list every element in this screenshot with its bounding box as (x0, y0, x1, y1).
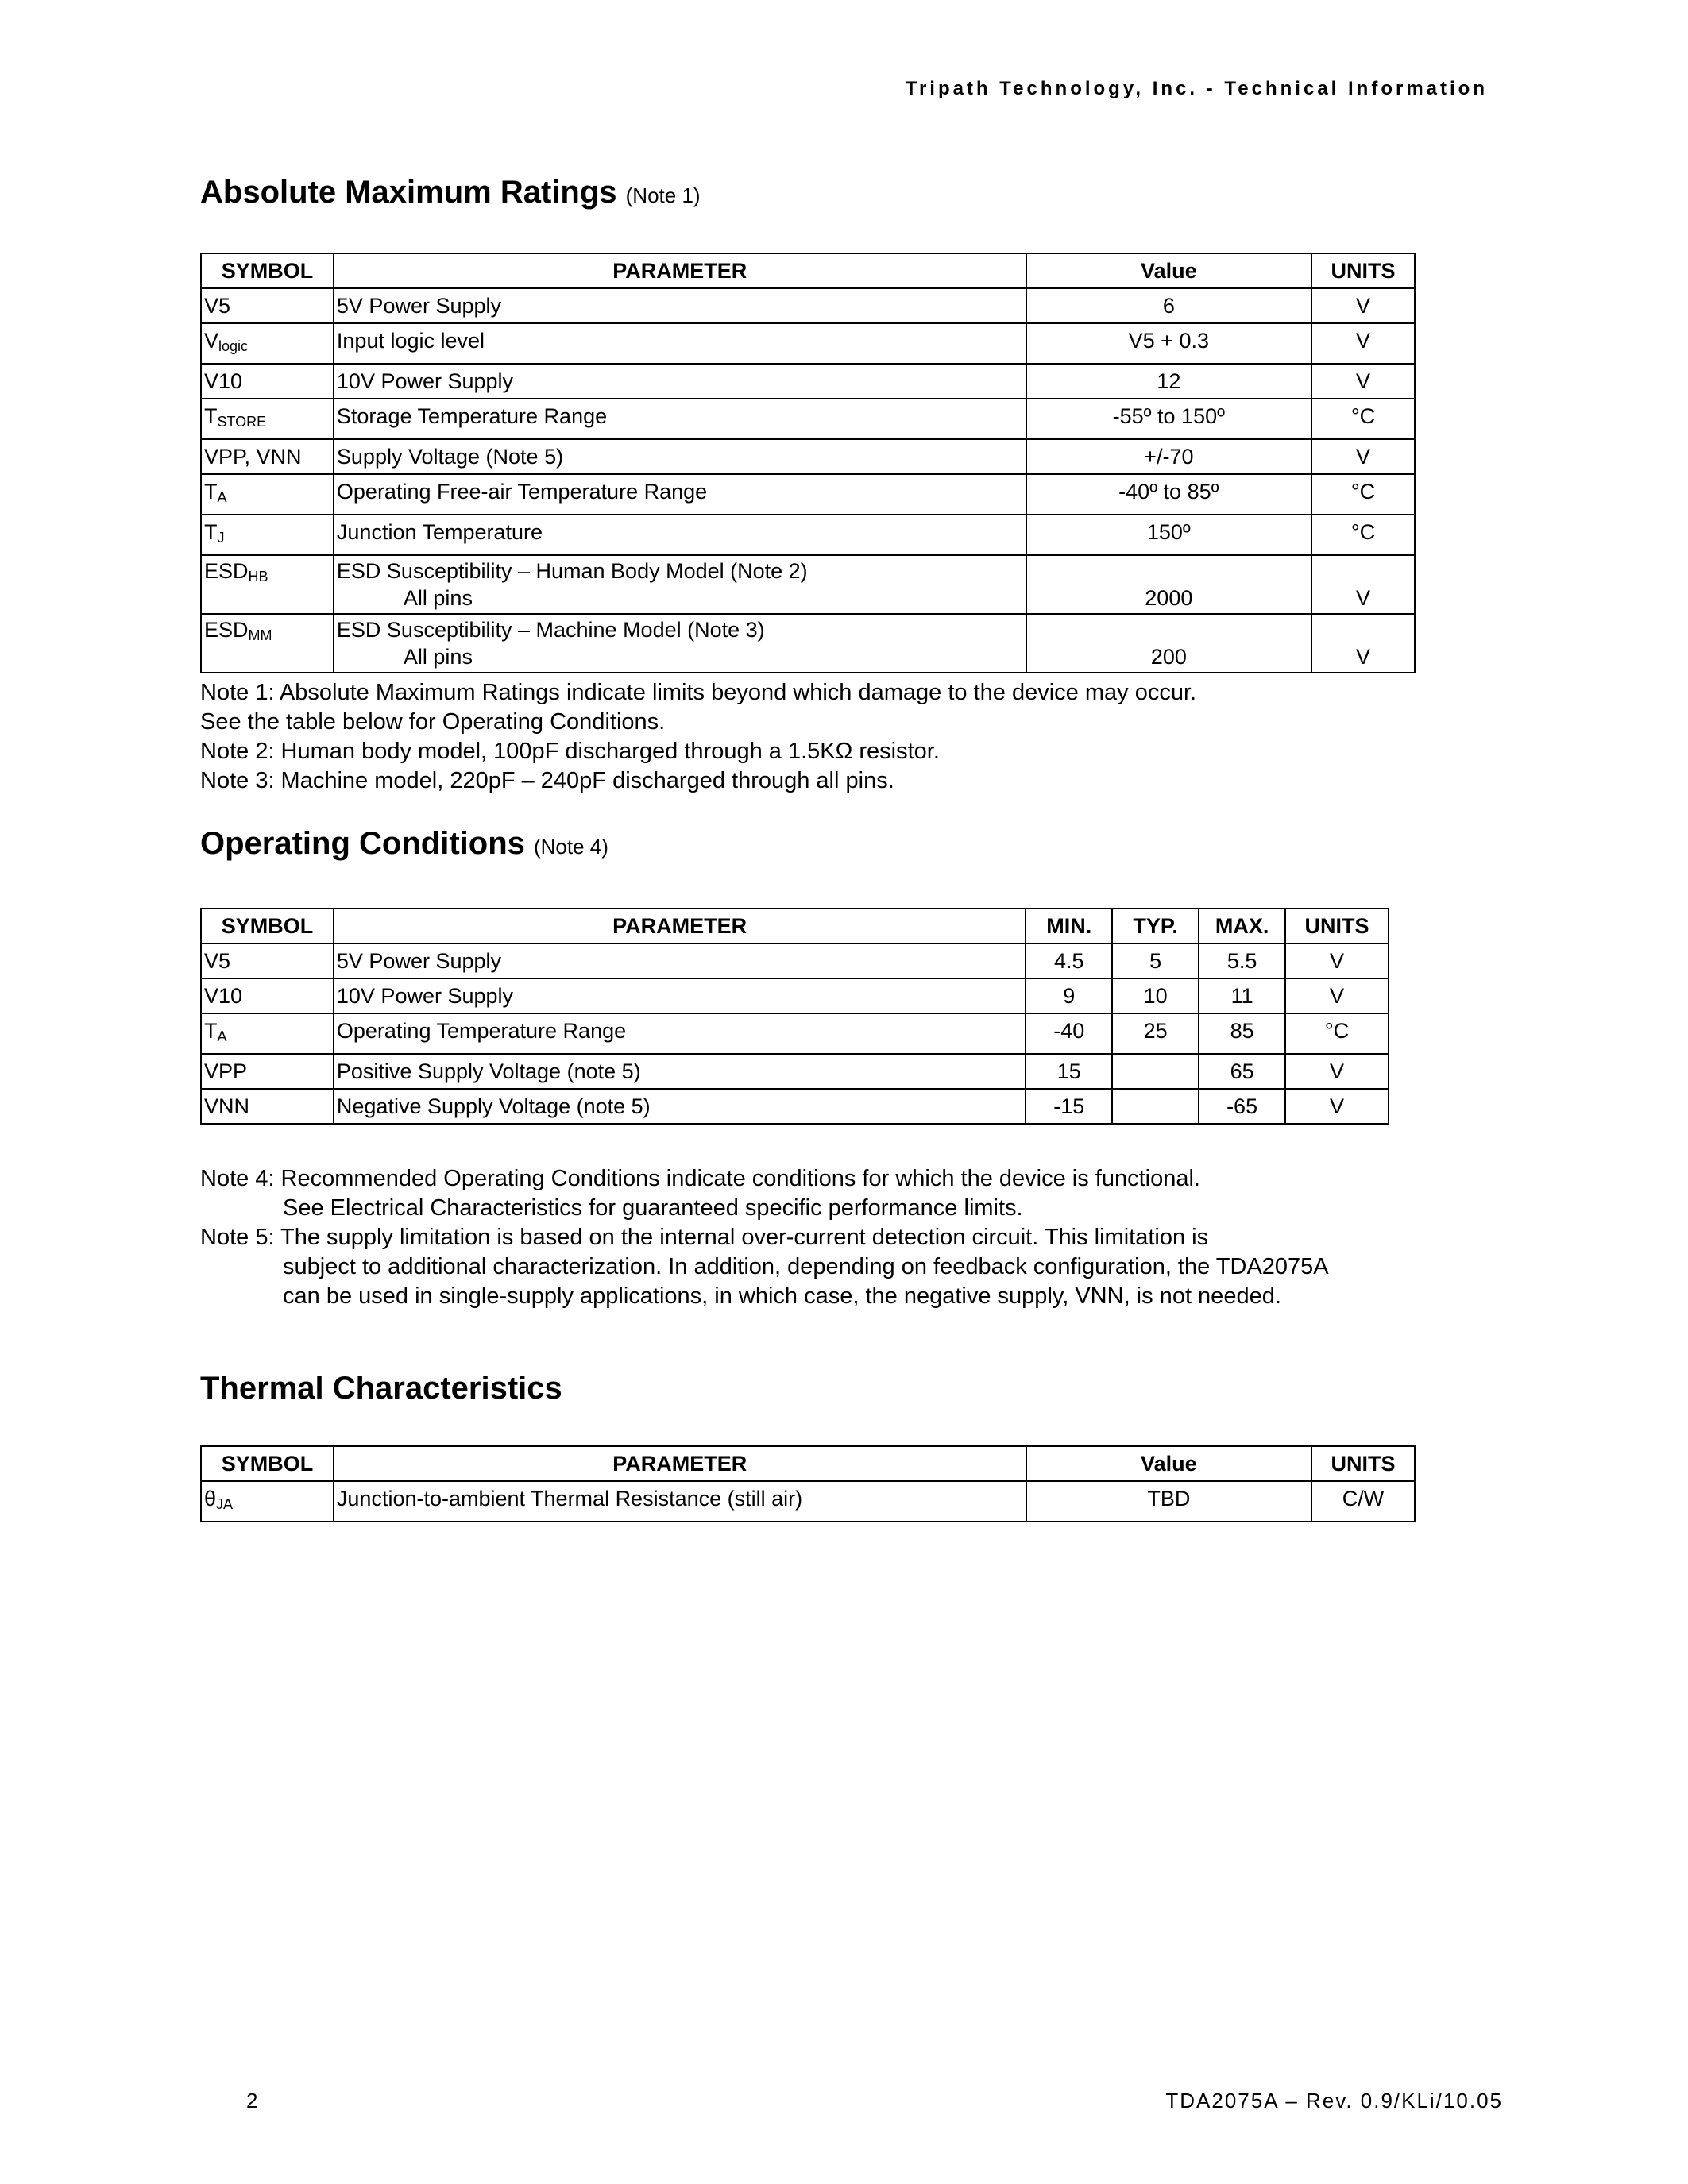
value-cell: V5 + 0.3 (1026, 323, 1311, 364)
symbol-text: VNN (204, 1094, 250, 1118)
max-cell: -65 (1199, 1089, 1285, 1124)
value-cell: 12 (1026, 364, 1311, 399)
parameter-cell: 5V Power Supply (334, 943, 1026, 978)
symbol-text: VPP (204, 1059, 248, 1083)
note-5-cont-2: can be used in single-supply applications, in which case, the negative supply, VNN, is not needed. (283, 1283, 1281, 1309)
parameter-text: Input logic level (336, 329, 485, 353)
oc-col-parameter: PARAMETER (334, 909, 1026, 943)
amr-header-row (201, 253, 1415, 288)
tc-table (200, 1445, 1416, 1522)
tc-title (200, 1371, 562, 1406)
min-cell: -15 (1026, 1089, 1112, 1124)
max-cell: 11 (1199, 978, 1285, 1013)
tc-title-text: Thermal Characteristics (200, 1371, 562, 1406)
parameter-cell (334, 555, 1026, 614)
oc-title (200, 826, 608, 862)
amr-row (201, 364, 1415, 399)
amr-col-value: Value (1026, 253, 1311, 288)
symbol-cell (201, 439, 334, 474)
note-5-cont-1: subject to additional characterization. In addition, depending on feedback configuration, the TDA2075A (283, 1254, 1329, 1279)
tc-header-row (201, 1446, 1415, 1481)
symbol-cell (201, 978, 334, 1013)
oc-row (201, 1089, 1389, 1124)
oc-row (201, 1013, 1389, 1054)
parameter-cell (334, 614, 1026, 673)
amr-col-parameter: PARAMETER (334, 253, 1026, 288)
note-5: Note 5: The supply limitation is based on the internal over-current detection circuit. This limitation is (200, 1225, 1209, 1250)
units-cell: V (1311, 614, 1415, 673)
units-cell: °C (1311, 399, 1415, 439)
parameter-text: ESD Susceptibility – Machine Model (Note 3) (336, 618, 765, 642)
parameter-subtext: All pins (403, 586, 473, 610)
doc-revision: TDA2075A – Rev. 0.9/KLi/10.05 (1165, 2089, 1503, 2113)
parameter-text: 10V Power Supply (336, 369, 514, 393)
oc-col-max: MAX. (1199, 909, 1285, 943)
amr-note-ref: (Note 1) (625, 183, 701, 207)
min-cell: -40 (1026, 1013, 1112, 1054)
symbol-text: VPP, VNN (204, 445, 302, 469)
units-cell: V (1285, 978, 1389, 1013)
amr-col-units: UNITS (1311, 253, 1415, 288)
amr-row (201, 614, 1415, 673)
units-cell: °C (1285, 1013, 1389, 1054)
symbol-cell (201, 1089, 334, 1124)
parameter-text: Operating Free-air Temperature Range (336, 480, 708, 504)
oc-row (201, 943, 1389, 978)
amr-notes (200, 678, 1196, 796)
oc-header-row (201, 909, 1389, 943)
parameter-cell (334, 399, 1026, 439)
oc-col-min: MIN. (1026, 909, 1112, 943)
tc-col-units: UNITS (1311, 1446, 1415, 1481)
symbol-text: V5 (204, 949, 231, 973)
page-number: 2 (246, 2089, 258, 2113)
min-cell: 4.5 (1026, 943, 1112, 978)
symbol-subscript: A (217, 489, 227, 505)
value-cell: 200 (1026, 614, 1311, 673)
parameter-subtext: All pins (403, 645, 473, 669)
symbol-cell (201, 323, 334, 364)
note-3: Note 3: Machine model, 220pF – 240pF discharged through all pins. (200, 768, 894, 793)
amr-row (201, 288, 1415, 323)
value-cell: -40º to 85º (1026, 474, 1311, 515)
oc-row (201, 978, 1389, 1013)
parameter-text: 5V Power Supply (336, 294, 502, 318)
amr-table (200, 253, 1416, 673)
units-cell: C/W (1311, 1481, 1415, 1522)
oc-row (201, 1054, 1389, 1089)
units-cell: V (1311, 555, 1415, 614)
units-cell: V (1285, 943, 1389, 978)
oc-title-text: Operating Conditions (200, 826, 525, 861)
typ-cell: 25 (1112, 1013, 1199, 1054)
amr-row (201, 439, 1415, 474)
units-cell: °C (1311, 515, 1415, 555)
symbol-cell (201, 1013, 334, 1054)
parameter-cell: Positive Supply Voltage (note 5) (334, 1054, 1026, 1089)
note-1: Note 1: Absolute Maximum Ratings indicate limits beyond which damage to the device may occur. (200, 680, 1197, 705)
parameter-text: Storage Temperature Range (336, 404, 608, 428)
symbol-cell (201, 614, 334, 673)
parameter-cell (334, 323, 1026, 364)
note-1-cont: See the table below for Operating Conditions. (200, 709, 666, 735)
units-cell: V (1285, 1054, 1389, 1089)
parameter-cell: Junction-to-ambient Thermal Resistance (still air) (334, 1481, 1026, 1522)
value-cell: TBD (1026, 1481, 1311, 1522)
units-cell: V (1311, 288, 1415, 323)
symbol-cell (201, 474, 334, 515)
value-cell: +/-70 (1026, 439, 1311, 474)
note-4: Note 4: Recommended Operating Conditions indicate conditions for which the device is functional. (200, 1166, 1200, 1191)
symbol-cell (201, 515, 334, 555)
symbol-cell (201, 943, 334, 978)
parameter-text: Supply Voltage (Note 5) (336, 445, 564, 469)
units-cell: V (1311, 364, 1415, 399)
symbol-text: V10 (204, 369, 243, 393)
value-cell: 150º (1026, 515, 1311, 555)
oc-note-ref: (Note 4) (534, 835, 608, 859)
symbol-text: ESD (204, 559, 249, 583)
symbol-text: V (204, 329, 219, 353)
symbol-text: T (204, 404, 218, 428)
symbol-text: θ (204, 1487, 217, 1511)
symbol-subscript: A (217, 1028, 227, 1044)
amr-row (201, 515, 1415, 555)
oc-col-typ: TYP. (1112, 909, 1199, 943)
symbol-subscript: MM (248, 627, 272, 643)
tc-col-value: Value (1026, 1446, 1311, 1481)
symbol-subscript: logic (218, 338, 249, 354)
tc-row (201, 1481, 1415, 1522)
oc-col-symbol: SYMBOL (201, 909, 334, 943)
amr-col-symbol: SYMBOL (201, 253, 334, 288)
running-header: Tripath Technology, Inc. - Technical Information (905, 78, 1488, 99)
max-cell: 65 (1199, 1054, 1285, 1089)
tc-col-symbol: SYMBOL (201, 1446, 334, 1481)
amr-row (201, 474, 1415, 515)
symbol-text: ESD (204, 618, 249, 642)
min-cell: 9 (1026, 978, 1112, 1013)
units-cell: V (1311, 323, 1415, 364)
units-cell: V (1285, 1089, 1389, 1124)
note-4-cont: See Electrical Characteristics for guaranteed specific performance limits. (283, 1195, 1023, 1221)
parameter-cell (334, 439, 1026, 474)
value-cell: 2000 (1026, 555, 1311, 614)
parameter-cell (334, 474, 1026, 515)
min-cell: 15 (1026, 1054, 1112, 1089)
typ-cell (1112, 1089, 1199, 1124)
symbol-text: T (204, 1019, 218, 1043)
symbol-cell (201, 1481, 334, 1522)
max-cell: 5.5 (1199, 943, 1285, 978)
parameter-text: ESD Susceptibility – Human Body Model (Note 2) (336, 559, 808, 583)
amr-title (200, 175, 701, 210)
parameter-cell (334, 515, 1026, 555)
max-cell: 85 (1199, 1013, 1285, 1054)
typ-cell: 10 (1112, 978, 1199, 1013)
parameter-cell: Negative Supply Voltage (note 5) (334, 1089, 1026, 1124)
symbol-cell (201, 399, 334, 439)
symbol-subscript: J (217, 530, 225, 546)
parameter-text: Junction Temperature (336, 520, 543, 544)
parameter-cell (334, 364, 1026, 399)
parameter-cell (334, 288, 1026, 323)
symbol-cell (201, 364, 334, 399)
amr-row (201, 555, 1415, 614)
amr-title-text: Absolute Maximum Ratings (200, 175, 617, 210)
symbol-subscript: STORE (217, 414, 267, 430)
symbol-cell (201, 1054, 334, 1089)
amr-row (201, 323, 1415, 364)
symbol-text: T (204, 480, 218, 504)
symbol-text: T (204, 520, 218, 544)
symbol-subscript: HB (248, 569, 268, 585)
typ-cell: 5 (1112, 943, 1199, 978)
symbol-subscript: JA (216, 1496, 234, 1512)
value-cell: 6 (1026, 288, 1311, 323)
units-cell: °C (1311, 474, 1415, 515)
parameter-cell: Operating Temperature Range (334, 1013, 1026, 1054)
symbol-cell (201, 288, 334, 323)
note-2: Note 2: Human body model, 100pF discharged through a 1.5KΩ resistor. (200, 739, 940, 764)
symbol-text: V10 (204, 984, 243, 1008)
typ-cell (1112, 1054, 1199, 1089)
amr-row (201, 399, 1415, 439)
value-cell: -55º to 150º (1026, 399, 1311, 439)
oc-col-units: UNITS (1285, 909, 1389, 943)
parameter-cell: 10V Power Supply (334, 978, 1026, 1013)
tc-col-parameter: PARAMETER (334, 1446, 1026, 1481)
oc-table (200, 908, 1389, 1125)
oc-notes (200, 1164, 1329, 1311)
symbol-text: V5 (204, 294, 231, 318)
symbol-cell (201, 555, 334, 614)
units-cell: V (1311, 439, 1415, 474)
